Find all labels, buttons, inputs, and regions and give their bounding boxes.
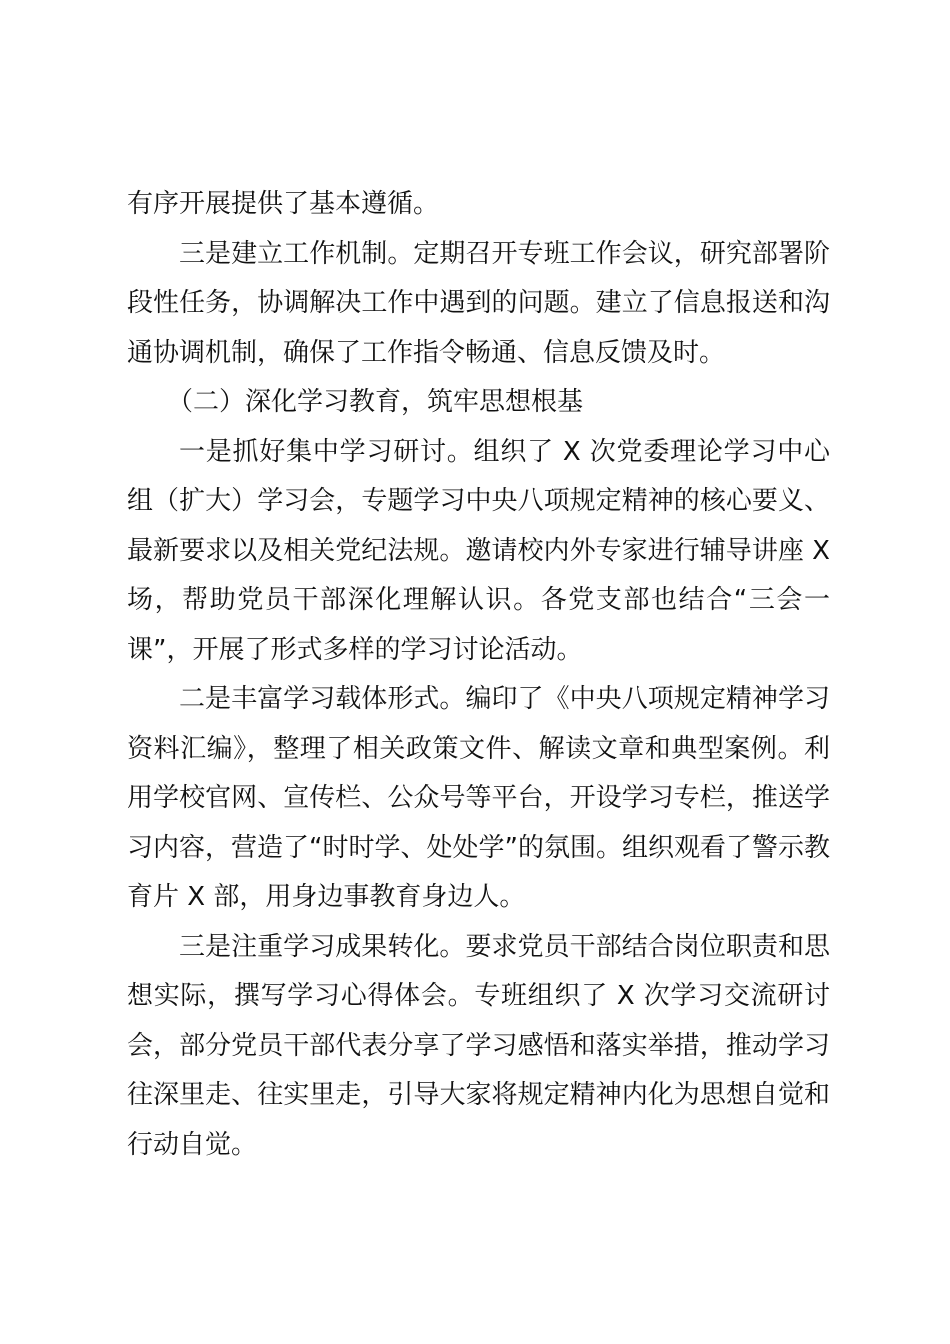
paragraph-centralized-study: 一是抓好集中学习研讨。组织了 X 次党委理论学习中心组（扩大）学习会，专题学习中央八项规定精神的核心要义、最新要求以及相关党纪法规。邀请校内外专家进行辅导讲座 X 场，帮助党员干部深化理解认识。各党支部也结合“三会一课”，开展了形式多样的学习讨论活动。 (127, 436, 830, 665)
paragraph-continuation: 有序开展提供了基本遵循。 (127, 189, 440, 219)
paragraph-work-mechanism: 三是建立工作机制。定期召开专班工作会议，研究部署阶段性任务，协调解决工作中遇到的问题。建立了信息报送和沟通协调机制，确保了工作指令畅通、信息反馈及时。 (127, 238, 830, 368)
paragraph-study-outcomes: 三是注重学习成果转化。要求党员干部结合岗位职责和思想实际，撰写学习心得体会。专班组织了 X 次学习交流研讨会，部分党员干部代表分享了学习感悟和落实举措，推动学习往深里走、往实里走，引导大家将规定精神内化为思想自觉和行动自觉。 (127, 931, 830, 1160)
section-heading-study-education: （二）深化学习教育，筑牢思想根基 (167, 387, 584, 417)
document-body (127, 180, 830, 1170)
paragraph-study-carriers: 二是丰富学习载体形式。编印了《中央八项规定精神学习资料汇编》，整理了相关政策文件、解读文章和典型案例。利用学校官网、宣传栏、公众号等平台，开设学习专栏，推送学习内容，营造了“时时学、处处学”的氛围。组织观看了警示教育片 X 部，用身边事教育身边人。 (127, 684, 830, 912)
